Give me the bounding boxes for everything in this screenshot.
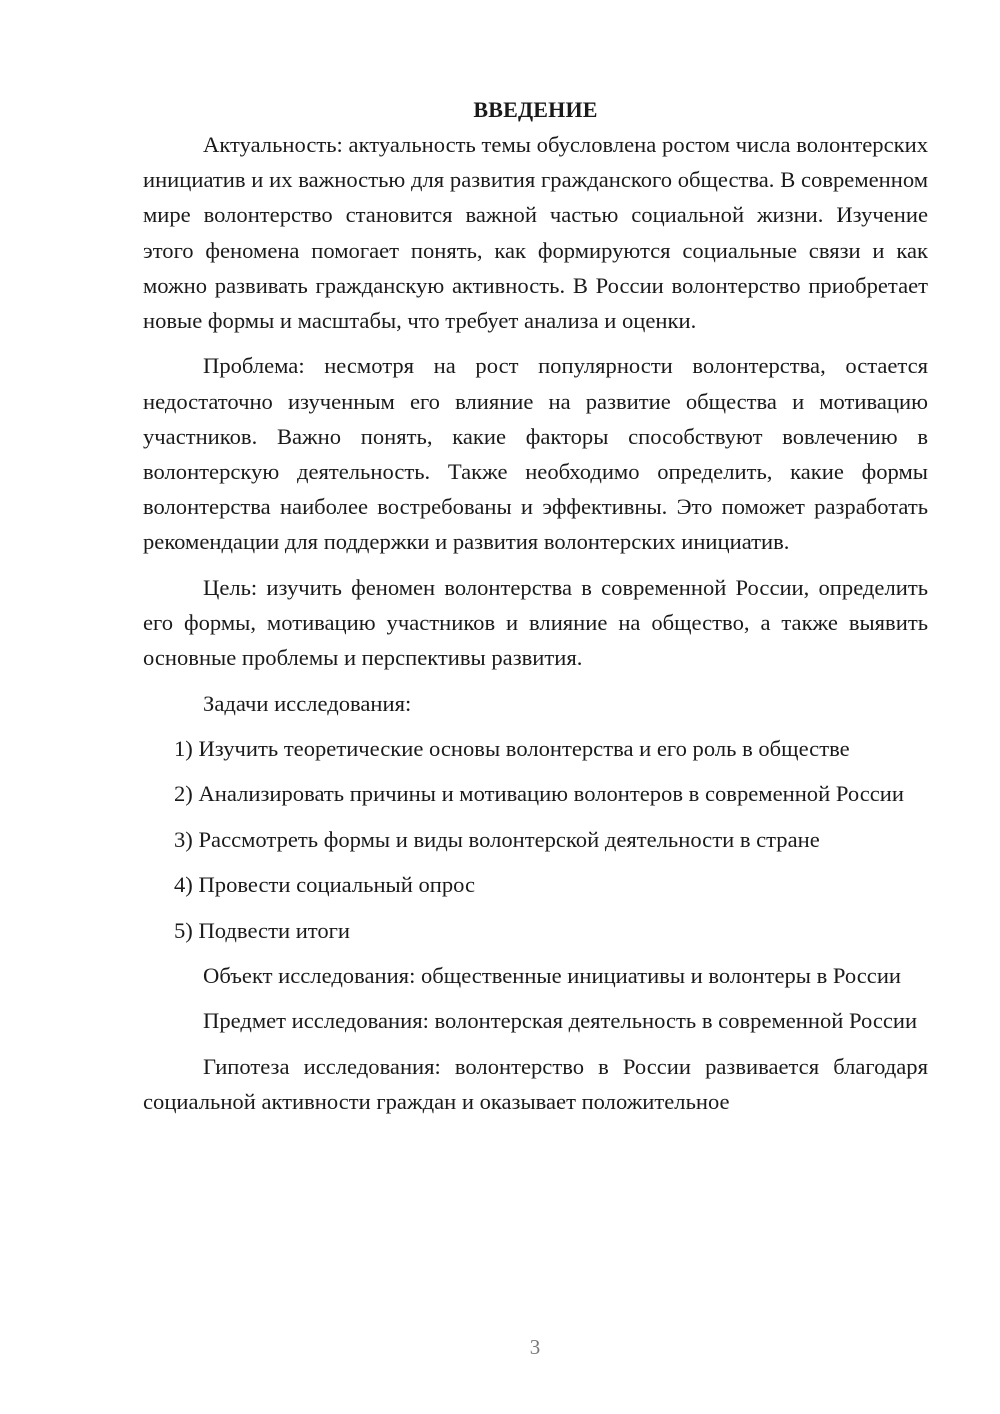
task-item-3: 3) Рассмотреть формы и виды волонтерской деятельности в стране — [174, 826, 820, 852]
paragraph-relevance: Актуальность: актуальность темы обусловлена ростом числа волонтерских инициатив и их важностью для развития гражданского общества. В современном мире волонтерство становится важной частью социальной жизни. Изучение этого феномена помогает понять, как формируются социальные связи и как можно развивать гражданскую активность. В России волонтерство приобретает новые формы и масштабы, что требует анализа и оценки. — [143, 132, 928, 334]
paragraph-hypothesis: Гипотеза исследования: волонтерство в России развивается благодаря социальной активности граждан и оказывает положительное — [143, 1053, 928, 1114]
document-page — [143, 92, 928, 1129]
section-heading: ВВЕДЕНИЕ — [473, 97, 598, 122]
task-item-4: 4) Провести социальный опрос — [174, 872, 476, 898]
task-item-5: 5) Подвести итоги — [174, 917, 351, 943]
paragraph-problem: Проблема: несмотря на рост популярности волонтерства, остается недостаточно изученным его влияние на развитие общества и мотивацию участников. Важно понять, какие факторы способствуют вовлечению в волонтерскую деятельность. Также необходимо определить, какие формы волонтерства наиболее востребованы и эффективны. Это поможет разработать рекомендации для поддержки и развития волонтерских инициатив. — [143, 353, 928, 555]
paragraph-object: Объект исследования: общественные инициативы и волонтеры в России — [203, 962, 902, 988]
paragraph-goal: Цель: изучить феномен волонтерства в современной России, определить его формы, мотивацию участников и влияние на общество, а также выявить основные проблемы и перспективы развития. — [143, 574, 928, 671]
paragraph-tasks-heading: Задачи исследования: — [203, 690, 412, 716]
page-number: 3 — [529, 1335, 541, 1359]
task-item-1: 1) Изучить теоретические основы волонтерства и его роль в обществе — [174, 736, 850, 761]
paragraph-subject: Предмет исследования: волонтерская деятельность в современной России — [203, 1008, 918, 1034]
task-item-2: 2) Анализировать причины и мотивацию волонтеров в современной России — [174, 781, 904, 807]
